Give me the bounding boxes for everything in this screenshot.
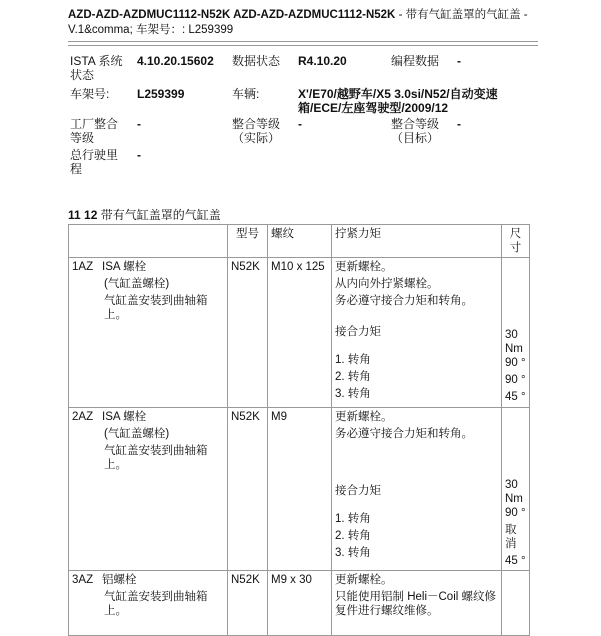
actual-level-label: 整合等级（实际）: [232, 117, 281, 145]
note: 更新螺栓。: [335, 261, 393, 273]
part-name: ISA 螺栓: [102, 411, 147, 423]
step-value: 90 °: [505, 357, 526, 369]
torque-cell: [332, 571, 502, 636]
type-cell: N52K: [228, 571, 268, 636]
thread-cell: M9: [268, 408, 332, 571]
step: 1. 转角: [335, 513, 371, 525]
step: 1. 转角: [335, 354, 371, 366]
row-id: 3AZ: [72, 574, 94, 586]
factory-level-label: 工厂整合等级: [70, 117, 119, 145]
torque-label: 接合力矩: [335, 326, 381, 338]
step: 3. 转角: [335, 388, 371, 400]
size-cell: [502, 258, 530, 408]
torque-cell: [332, 408, 502, 571]
factory-level-value: -: [137, 117, 141, 131]
vin-label: 车架号:: [70, 87, 110, 101]
header-size: 尺寸: [502, 225, 530, 258]
size-cell: [502, 571, 530, 636]
table-row: [69, 408, 530, 571]
size-cell: [502, 408, 530, 571]
step: 2. 转角: [335, 530, 371, 542]
step-value: 45 °: [505, 391, 526, 403]
part-desc: 气缸盖安装到曲轴箱上。: [104, 445, 208, 471]
type-cell: N52K: [228, 408, 268, 571]
ista-value: 4.10.20.15602: [137, 54, 214, 68]
part-desc: 气缸盖安装到曲轴箱上。: [104, 591, 208, 617]
note: 务必遵守接合力矩和转角。: [335, 295, 473, 307]
mileage-value: -: [137, 148, 141, 162]
torque-value: 30 Nm: [505, 479, 523, 505]
target-level-value: -: [457, 117, 461, 131]
row-id: 1AZ: [72, 261, 94, 273]
document-title-bold: AZD-AZD-AZDMUC1112-N52K AZD-AZD-AZDMUC1112-N52K: [68, 9, 396, 21]
type-cell: N52K: [228, 258, 268, 408]
document-title-rest: - 带有气缸盖罩的气缸盖 - V.1&comma; 车架号：: L259399: [68, 9, 528, 36]
table-row: [69, 571, 530, 636]
data-status-label: 数据状态: [232, 54, 281, 68]
note: 从内向外拧紧螺栓。: [335, 278, 439, 290]
part-sub: (气缸盖螺栓): [104, 278, 170, 290]
part-cell: [69, 571, 228, 636]
divider-top: [68, 41, 538, 42]
step: 2. 转角: [335, 371, 371, 383]
thread-cell: M10 x 125: [268, 258, 332, 408]
document-title: [68, 8, 548, 38]
prog-data-value: -: [457, 54, 461, 68]
data-status-value: R4.10.20: [298, 54, 347, 68]
target-level-label: 整合等级（目标）: [391, 117, 440, 145]
row-id: 2AZ: [72, 411, 94, 423]
part-desc: 气缸盖安装到曲轴箱上。: [104, 295, 208, 321]
part-cell: [69, 258, 228, 408]
part-name: ISA 螺栓: [102, 261, 147, 273]
table-header-row: [69, 225, 530, 258]
part-cell: [69, 408, 228, 571]
torque-table: [68, 224, 530, 636]
step-value: 取消: [505, 524, 517, 550]
vin-value: L259399: [137, 87, 185, 101]
vehicle-label: 车辆:: [232, 87, 260, 101]
vehicle-value: X'/E70/越野车/X5 3.0si/N52/自动变速箱/ECE/左座驾驶型/2009/12: [298, 87, 498, 115]
part-sub: (气缸盖螺栓): [104, 428, 170, 440]
step: 3. 转角: [335, 547, 371, 559]
torque-label: 接合力矩: [335, 485, 381, 497]
step-value: 90 °: [505, 374, 526, 386]
prog-data-label: 编程数据: [391, 54, 440, 68]
actual-level-value: -: [298, 117, 302, 131]
ista-label: ISTA 系统状态: [70, 54, 123, 82]
section-title: [68, 206, 221, 223]
header-torque: 拧紧力矩: [332, 225, 502, 258]
step-value: 45 °: [505, 555, 526, 567]
header-type: 型号: [228, 225, 268, 258]
table-row: [69, 258, 530, 408]
step-value: 90 °: [505, 507, 526, 519]
header-thread: 螺纹: [268, 225, 332, 258]
header-part: [69, 225, 228, 258]
section-text: 带有气缸盖罩的气缸盖: [100, 208, 221, 222]
torque-cell: [332, 258, 502, 408]
note: 只能使用铝制 Heli－Coil 螺纹修复件进行螺纹维修。: [335, 591, 497, 617]
divider-bottom: [68, 45, 538, 46]
mileage-label: 总行驶里程: [70, 148, 119, 176]
part-name: 铝螺栓: [102, 574, 137, 586]
section-number: 11 12: [68, 208, 98, 222]
thread-cell: M9 x 30: [268, 571, 332, 636]
note: 更新螺栓。: [335, 574, 393, 586]
note: 务必遵守接合力矩和转角。: [335, 428, 473, 440]
torque-value: 30 Nm: [505, 329, 523, 355]
note: 更新螺栓。: [335, 411, 393, 423]
